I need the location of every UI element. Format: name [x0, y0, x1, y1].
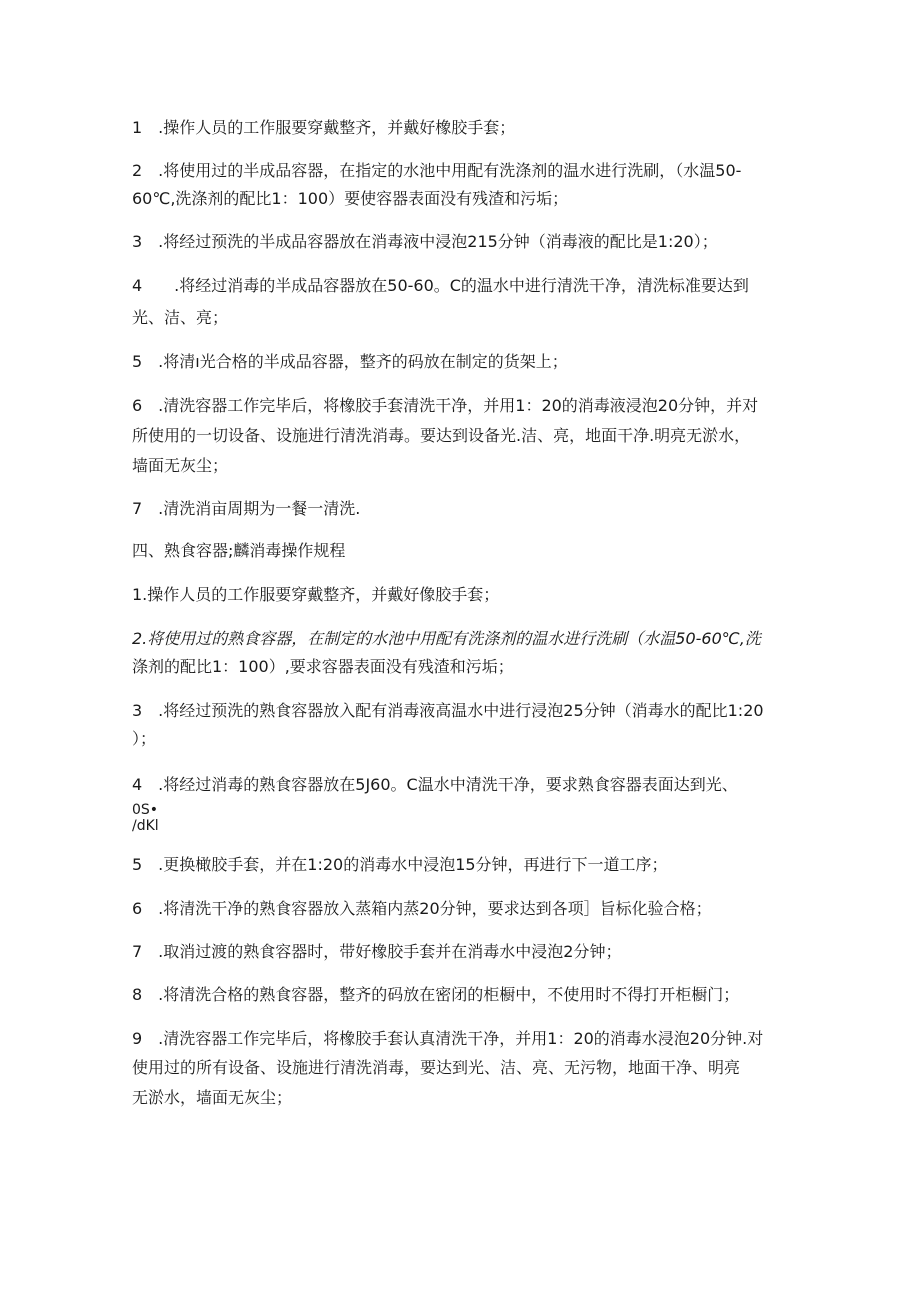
text-line-13: 1.操作人员的工作服要穿戴整齐，并戴好像胶手套；: [132, 585, 500, 604]
text-line-22: 6 .将清洗干净的熟食容器放入蒸箱内蒸20分钟，要求达到各项］旨标化验合格；: [132, 899, 712, 918]
text-line-19: 0S•: [132, 802, 159, 818]
text-line-17: ）；: [132, 729, 157, 748]
text-line-15: 涤剂的配比1：100）,要求容器表面没有残渣和污垢；: [132, 657, 514, 676]
text-line-14: 2.将使用过的熟食容器，在制定的水池中用配有洗涤剂的温水进行洗刷（水温50-60℃,洗: [132, 629, 761, 648]
text-line-18: 4 .将经过消毒的熟食容器放在5J60。C温水中清洗干净，要求熟食容器表面达到光、: [132, 775, 738, 794]
text-line-24: 8 .将清洗合格的熟食容器，整齐的码放在密闭的柜橱中，不使用时不得打开柜橱门；: [132, 985, 740, 1004]
text-line-9: 所使用的一切设备、设施进行清洗消毒。要达到设备光.洁、亮，地面干净.明亮无淤水，: [132, 426, 751, 445]
text-line-4: 3 .将经过预洗的半成品容器放在消毒液中浸泡215分钟（消毒液的配比是1:20）；: [132, 232, 718, 251]
text-line-20: /dKl: [132, 818, 159, 834]
text-line-10: 墙面无灰尘；: [132, 456, 229, 475]
text-line-21: 5 .更换橄胶手套，并在1:20的消毒水中浸泡15分钟，再进行下一道工序；: [132, 855, 668, 874]
text-line-6: 光、洁、亮；: [132, 308, 229, 327]
text-line-16: 3 .将经过预洗的熟食容器放入配有消毒液高温水中进行浸泡25分钟（消毒水的配比1:20: [132, 701, 764, 720]
text-line-8: 6 .清洗容器工作完毕后，将橡胶手套清洗干净，并用1：20的消毒液浸泡20分钟，并对: [132, 396, 759, 415]
text-line-3: 60℃,洗涤剂的配比1：100）要使容器表面没有残渣和污垢；: [132, 189, 569, 208]
section-heading: 四、熟食容器;麟消毒操作规程: [132, 541, 346, 560]
text-line-2: 2 .将使用过的半成品容器，在指定的水池中用配有洗涤剂的温水进行洗刷，（水温50-: [132, 161, 742, 180]
text-line-5: 4 .将经过消毒的半成品容器放在50-60。C的温水中进行清洗干净，清洗标准要达到: [132, 276, 749, 295]
text-line-26: 使用过的所有设备、设施进行清洗消毒，要达到光、洁、亮、无污物，地面干净、明亮: [132, 1058, 741, 1077]
text-line-11: 7 .清洗消亩周期为一餐一清洗.: [132, 499, 361, 518]
text-line-1: 1 .操作人员的工作服要穿戴整齐，并戴好橡胶手套；: [132, 118, 516, 137]
text-line-27: 无淤水，墙面无灰尘；: [132, 1088, 293, 1107]
text-line-23: 7 .取消过渡的熟食容器时，带好橡胶手套并在消毒水中浸泡2分钟；: [132, 942, 622, 961]
text-line-25: 9 .清洗容器工作完毕后，将橡胶手套认真清洗干净，并用1：20的消毒水浸泡20分钟.对: [132, 1029, 764, 1048]
text-line-7: 5 .将清ı光合格的半成品容器，整齐的码放在制定的货架上；: [132, 352, 568, 371]
